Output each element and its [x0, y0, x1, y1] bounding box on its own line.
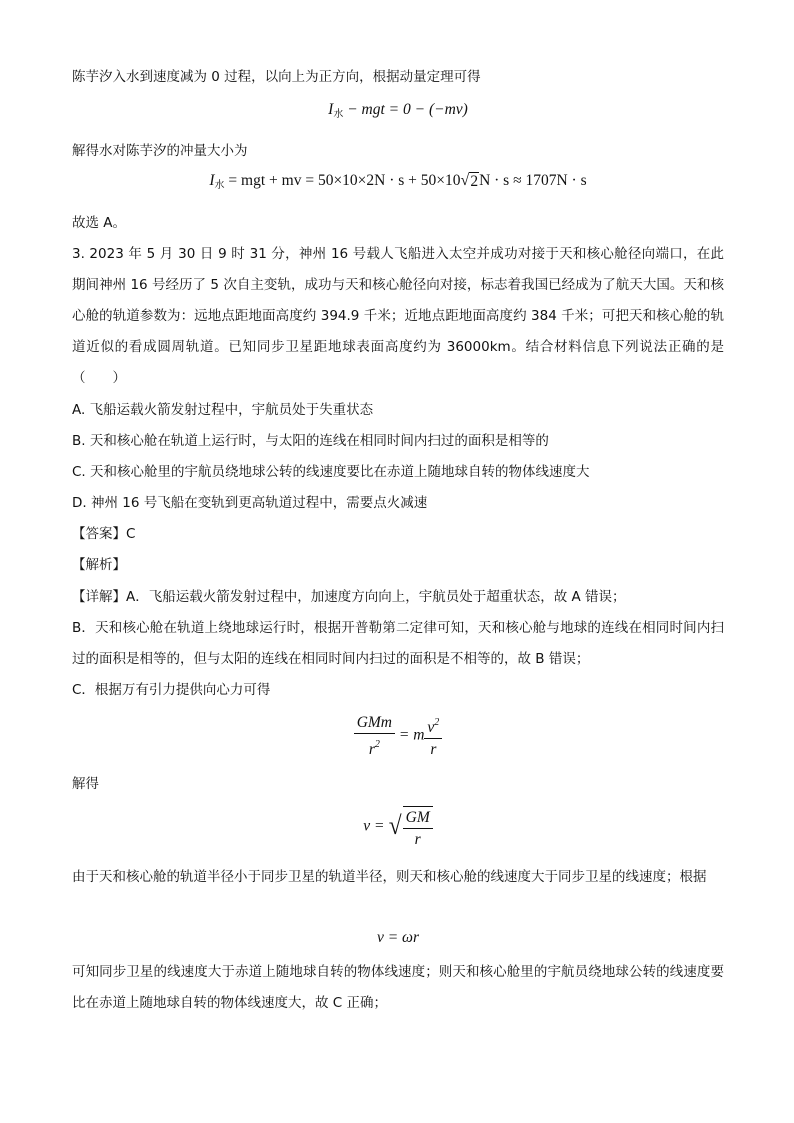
text-conclusion-c: 可知同步卫星的线速度大于赤道上随地球自转的物体线速度；则天和核心舱里的宇航员绕地球公转的线速度要比在赤道上随地球自转的物体线速度大，故 C 正确；	[72, 964, 724, 1011]
detail-b: B．天和核心舱在轨道上绕地球运行时，根据开普勒第二定律可知，天和核心舱与地球的连线在相同时间内扫过的面积是相等的，但与太阳的连线在相同时间内扫过的面积是不相等的，故 B 错误；	[72, 620, 724, 667]
option-b: B. 天和核心舱在轨道上运行时，与太阳的连线在相同时间内扫过的面积是相等的	[72, 433, 549, 449]
equation-impulse-value: $I_水$ = mgt + mv = 50×10×2N · s + 50×10 √ 2 N · s ≈ 1707N · s	[209, 172, 587, 191]
option-c: C. 天和核心舱里的宇航员绕地球公转的线速度要比在赤道上随地球自转的物体线速度大	[72, 464, 590, 480]
text-solve: 解得	[72, 776, 99, 792]
text-line-momentum: 陈芋汐入水到速度减为 0 过程，以向上为正方向，根据动量定理可得	[72, 69, 481, 85]
detail-c: C．根据万有引力提供向心力可得	[72, 682, 271, 698]
text-line-impulse: 解得水对陈芋汐的冲量大小为	[72, 143, 248, 159]
analysis-label: 【解析】	[72, 557, 126, 573]
equation-v-omega-r: v = ωr	[376, 929, 420, 946]
detail-a: 【详解】A．飞船运载火箭发射过程中，加速度方向向上，宇航员处于超重状态，故 A 错误；	[72, 589, 626, 605]
fraction-gmm-r2: $\frac{\text{GMm}}{r^2}$	[354, 714, 395, 758]
equation-momentum-theorem: $I_水$ − mgt = 0 − (−mv)	[328, 101, 468, 120]
sqrt-symbol: √ 2	[460, 172, 479, 190]
option-a: A. 飞船运载火箭发射过程中，宇航员处于失重状态	[72, 402, 374, 418]
option-d: D. 神州 16 号飞船在变轨到更高轨道过程中，需要点火减速	[72, 495, 428, 511]
equation-gravity-centripetal: $\frac{\text{GMm}}{r^2}$ = m $\frac{v^2}{r}$	[72, 714, 724, 758]
fraction-v2-r: $\frac{v^2}{r}$	[424, 714, 442, 758]
question-3-stem: 3. 2023 年 5 月 30 日 9 时 31 分，神州 16 号载人飞船进入太空并成功对接于天和核心舱径向端口，在此期间神州 16 号经历了 5 次自主变轨，成功与天和核心舱径向对接，标志着我国已经成为了航天大国。天和核心舱的轨道参数为：远地点距地面高度约 394.9 千米；近地点距地面高度约 384 千米；可把天和核心舱的轨道近似的看成圆周轨道。已知同步卫星距地球表面高度约为 36000km。结合材料信息下列说法正确的是（ ）	[72, 246, 724, 386]
text-compare-radius: 由于天和核心舱的轨道半径小于同步卫星的轨道半径，则天和核心舱的线速度大于同步卫星的线速度；根据	[72, 869, 707, 885]
answer-label: 【答案】C	[72, 526, 136, 542]
text-line-choose-a: 故选 A。	[72, 215, 127, 231]
sqrt-symbol: √ $\frac{GM}{r}$	[388, 806, 432, 848]
equation-velocity-sqrt: v = √ $\frac{GM}{r}$	[72, 806, 724, 848]
